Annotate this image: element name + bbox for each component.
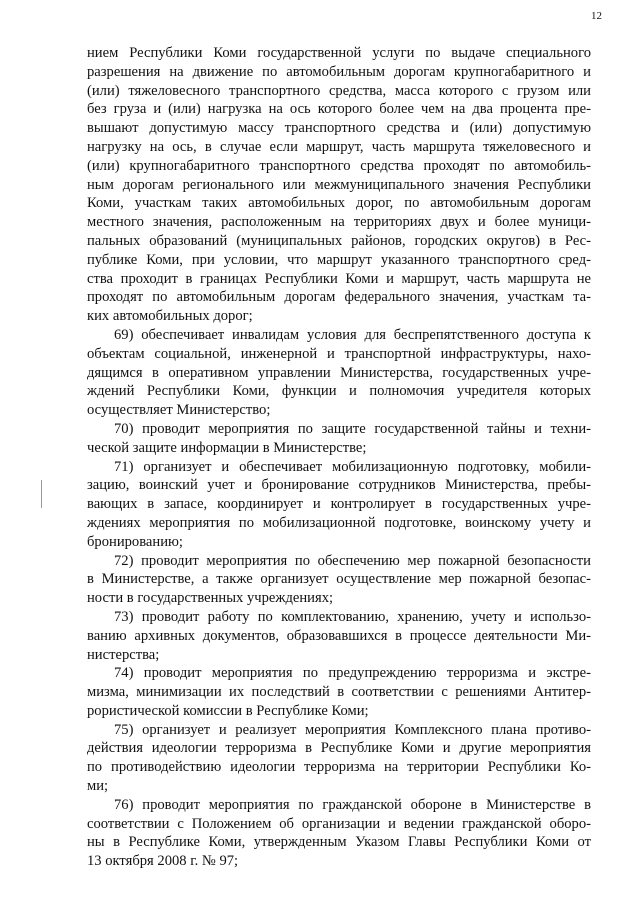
- text-line: ства проходит в границах Республики Коми и маршрут, часть маршрута не: [87, 270, 591, 287]
- text-line: 13 октября 2008 г. № 97;: [87, 853, 239, 870]
- text-line: Коми, участкам таких автомобильных дорог, по автомобильным дорогам: [87, 195, 591, 212]
- list-item-71: [87, 458, 591, 552]
- text-line: нагрузку на ось, в случае если маршрут, часть маршрута тяжеловесного и: [87, 138, 591, 155]
- text-line: ным дорогам регионального или межмуниципального значения Республики: [87, 176, 591, 193]
- text-line: 75) организует и реализует мероприятия Комплексного плана противо-: [114, 721, 591, 738]
- text-line: в Министерстве, а также организует осуществление мер пожарной безопас-: [87, 571, 591, 588]
- text-line: осуществляет Министерство;: [87, 402, 271, 419]
- text-line: 76) проводит мероприятия по гражданской обороне в Министерстве в: [114, 796, 591, 813]
- text-line: 73) проводит работу по комплектованию, хранению, учету и использо-: [114, 608, 591, 625]
- text-line: ми;: [87, 778, 109, 795]
- text-line: вающих в запасе, координирует и контролирует в государственных учре-: [87, 496, 591, 513]
- list-item-70: [87, 420, 591, 458]
- text-line: (или) крупногабаритного транспортного средства проходят по автомобиль-: [87, 157, 591, 174]
- text-line: ждениях мероприятия по мобилизационной подготовке, воинскому учету и: [87, 514, 591, 531]
- text-line: нистерства;: [87, 646, 160, 663]
- list-item-73: [87, 608, 591, 664]
- text-line: по противодействию идеологии терроризма на территории Республики Ко-: [87, 759, 591, 776]
- text-line: 74) проводит мероприятия по предупреждению терроризма и экстре-: [114, 665, 591, 682]
- text-line: местного значения, расположенным на территориях двух и более муници-: [87, 214, 591, 231]
- text-line: разрешения на движение по автомобильным дорогам крупногабаритного и: [87, 63, 591, 80]
- list-item-76: [87, 796, 591, 871]
- text-line: ности в государственных учреждениях;: [87, 590, 334, 607]
- text-line: ческой защите информации в Министерстве;: [87, 439, 367, 456]
- text-line: мизма, минимизации их последствий в соответствии с решениями Антитер-: [87, 684, 591, 701]
- list-item-74: [87, 664, 591, 720]
- page-number: 12: [591, 10, 602, 22]
- text-line: ждений Республики Коми, функции и полномочия учредителя которых: [87, 383, 591, 400]
- text-line: нием Республики Коми государственной услуги по выдаче специального: [87, 45, 591, 61]
- text-line: 71) организует и обеспечивает мобилизационную подготовку, мобили-: [114, 458, 591, 475]
- text-line: (или) тяжеловесного транспортного средства, масса которого с грузом или: [87, 82, 591, 99]
- text-line: публике Коми, при условии, что маршрут указанного транспортного сред-: [87, 251, 591, 268]
- text-line: проходят по автомобильным дорогам федерального значения, участкам та-: [87, 289, 591, 306]
- body-text: [87, 44, 591, 871]
- list-item-72: [87, 552, 591, 608]
- text-line: пальных образований (муниципальных районов, городских округов) в Рес-: [87, 232, 591, 249]
- text-line: без груза и (или) нагрузка на ось которого более чем на два процента пре-: [87, 101, 591, 118]
- text-line: вышают допустимую массу транспортного средства и (или) допустимую: [87, 120, 591, 137]
- text-line: 70) проводит мероприятия по защите государственной тайны и техни-: [114, 420, 591, 437]
- text-line: 69) обеспечивает инвалидам условия для беспрепятственного доступа к: [114, 326, 591, 343]
- continued-paragraph: [87, 44, 591, 326]
- scan-margin-mark: [41, 480, 42, 508]
- text-line: бронированию;: [87, 533, 183, 550]
- text-line: ванию архивных документов, образовавшихся в процессе деятельности Ми-: [87, 627, 591, 644]
- text-line: действия идеологии терроризма в Республике Коми и другие мероприятия: [87, 740, 591, 757]
- text-line: 72) проводит мероприятия по обеспечению мер пожарной безопасности: [114, 552, 591, 569]
- list-item-75: [87, 721, 591, 796]
- text-line: объектам социальной, инженерной и транспортной инфраструктуры, нахо-: [87, 345, 591, 362]
- list-item-69: [87, 326, 591, 420]
- text-line: ких автомобильных дорог;: [87, 308, 253, 325]
- text-line: дящимся в оперативном управлении Министерства, государственных учре-: [87, 364, 591, 381]
- text-line: рористической комиссии в Республике Коми;: [87, 702, 369, 719]
- text-line: ны в Республике Коми, утвержденным Указом Главы Республики Коми от: [87, 834, 591, 851]
- text-line: соответствии с Положением об организации и ведении гражданской оборо-: [87, 815, 591, 832]
- text-line: зацию, воинский учет и бронирование сотрудников Министерства, пребы-: [87, 477, 591, 494]
